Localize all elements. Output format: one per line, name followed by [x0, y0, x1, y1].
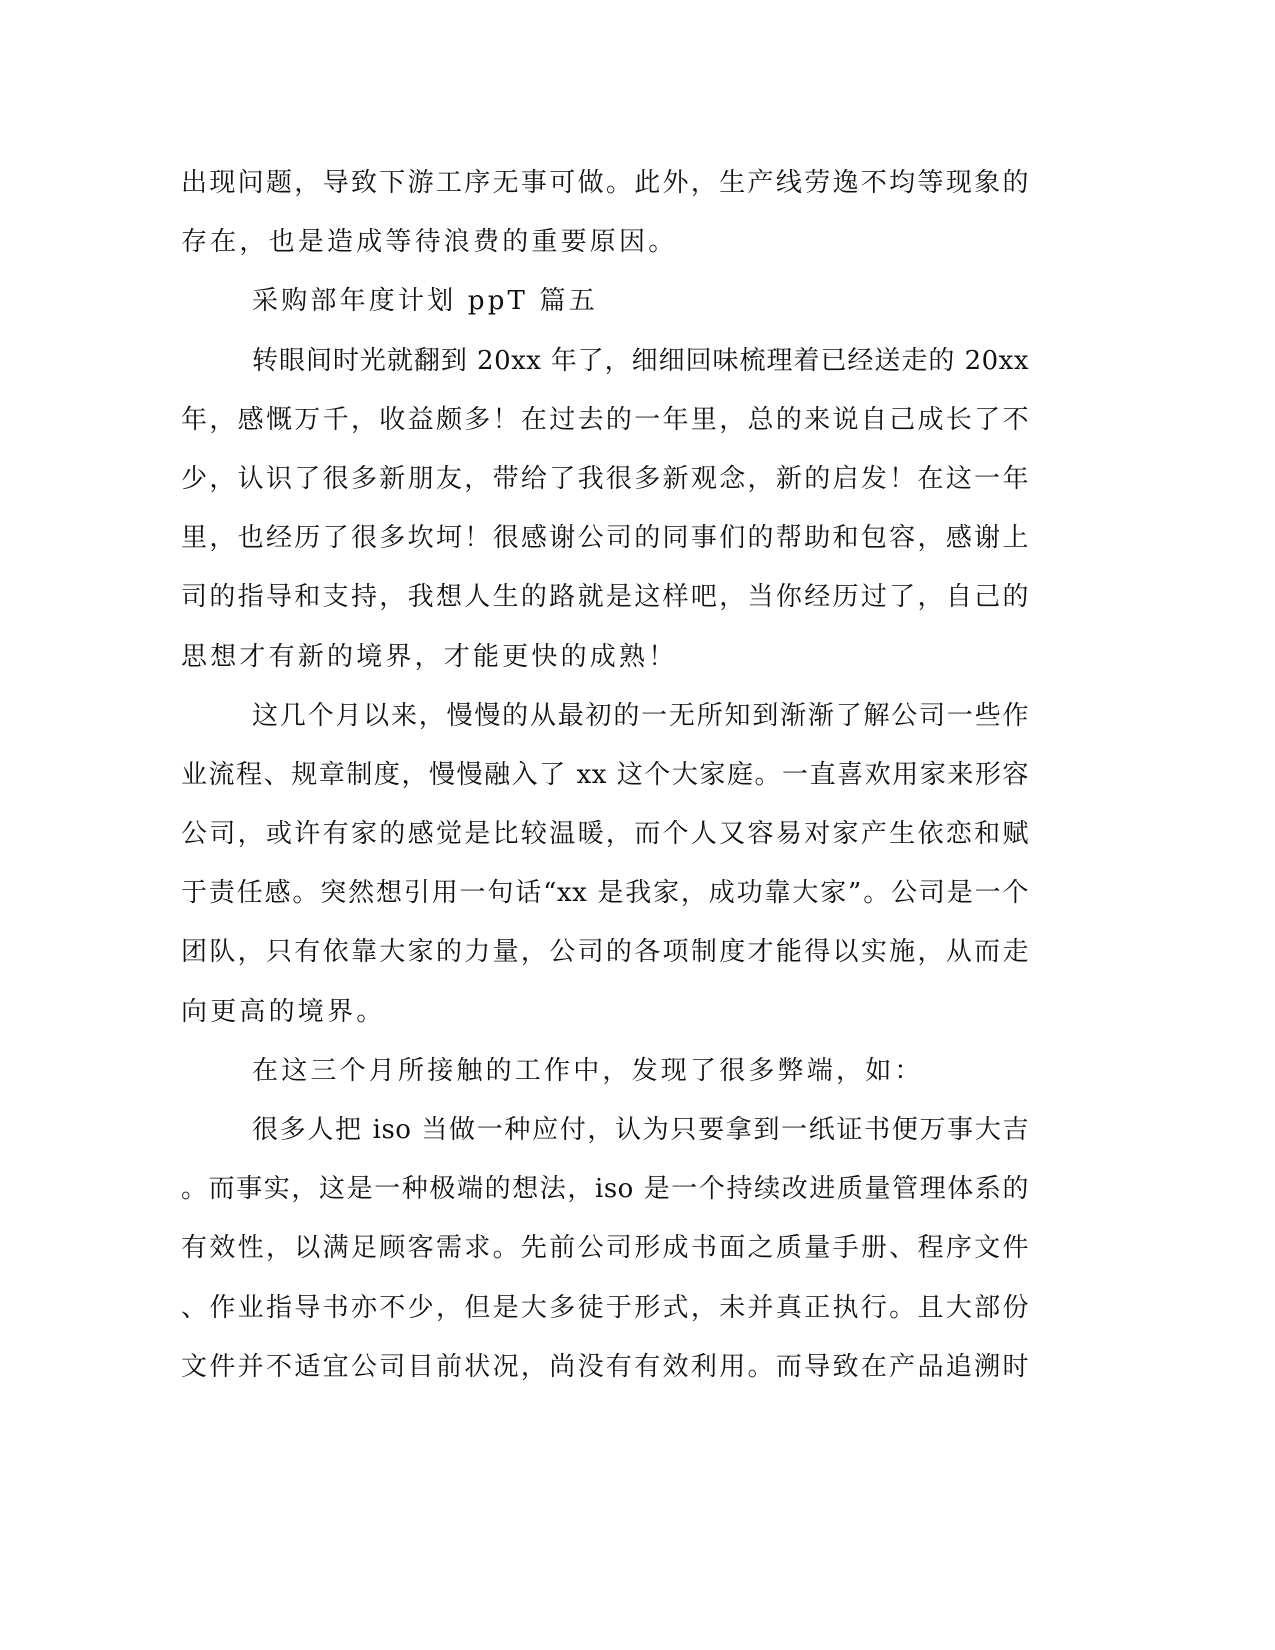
text-line: 向更高的境界。 — [181, 996, 386, 1027]
text-line: 公司，或许有家的感觉是比较温暖，而个人又容易对家产生依恋和赋 — [181, 819, 1029, 850]
text-line: 。而事实，这是一种极端的想法，iso 是一个持续改进质量管理体系的 — [181, 1174, 1029, 1205]
text-line: 很多人把 iso 当做一种应付，认为只要拿到一纸证书便万事大吉 — [252, 1115, 1029, 1145]
text-line: 出现问题，导致下游工序无事可做。此外，生产线劳逸不均等现象的 — [181, 168, 1029, 198]
text-line: 这几个月以来，慢慢的从最初的一无所知到渐渐了解公司一些作 — [252, 700, 1029, 731]
text-line: 业流程、规章制度，慢慢融入了 xx 这个大家庭。一直喜欢用家来形容 — [181, 759, 1029, 790]
text-line: 思想才有新的境界，才能更快的成熟！ — [181, 641, 678, 672]
text-line: 司的指导和支持，我想人生的路就是这样吧，当你经历过了，自己的 — [181, 582, 1029, 613]
text-line: 团队，只有依靠大家的力量，公司的各项制度才能得以实施，从而走 — [181, 937, 1029, 968]
text-line: 有效性，以满足顾客需求。先前公司形成书面之质量手册、程序文件 — [181, 1233, 1029, 1264]
text-line: 转眼间时光就翻到 20xx 年了，细细回味梳理着已经送走的 20xx — [252, 345, 1029, 376]
text-line: 里，也经历了很多坎坷！很感谢公司的同事们的帮助和包容，感谢上 — [181, 523, 1029, 554]
text-line: 存在，也是造成等待浪费的重要原因。 — [181, 227, 678, 258]
text-line: 于责任感。突然想引用一句话“xx 是我家，成功靠大家”。公司是一个 — [181, 878, 1029, 909]
document-body — [181, 154, 1029, 1397]
text-line: 年，感慨万千，收益颇多！在过去的一年里，总的来说自己成长了不 — [181, 404, 1029, 435]
text-line: 、作业指导书亦不少，但是大多徒于形式，未并真正执行。且大部份 — [181, 1292, 1029, 1323]
text-line: 在这三个月所接触的工作中，发现了很多弊端，如： — [252, 1055, 924, 1086]
section-heading: 采购部年度计划 ppT 篇五 — [252, 286, 598, 317]
text-line: 少，认识了很多新朋友，带给了我很多新观念，新的启发！在这一年 — [181, 463, 1029, 494]
text-line: 文件并不适宜公司目前状况，尚没有有效利用。而导致在产品追溯时 — [181, 1351, 1029, 1382]
